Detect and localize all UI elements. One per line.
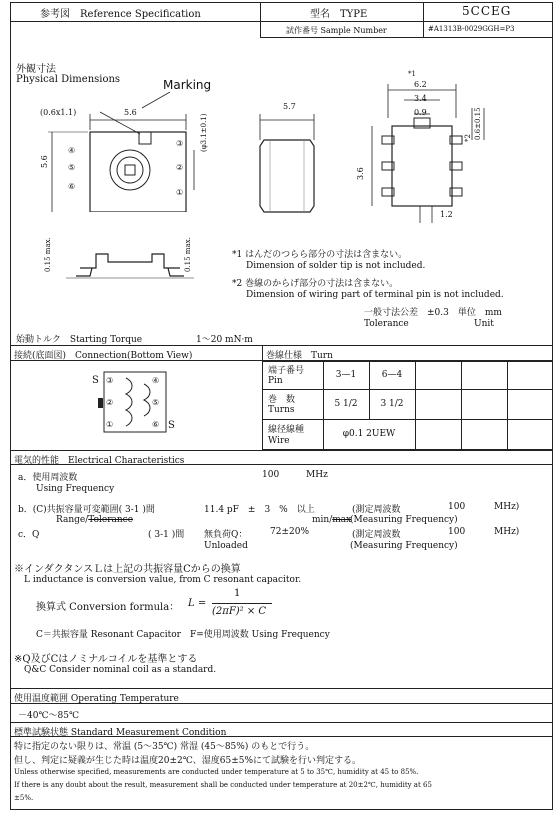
dim-62: 6.2 (414, 80, 427, 89)
divider-temperature (10, 688, 553, 689)
nominal-note-jp: ※Q及びCはノミナルコイルを基準とする (14, 654, 198, 665)
q-unloaded: Unloaded (204, 541, 248, 551)
reference-label: 参考図 Reference Specification (40, 9, 201, 20)
freq-label: a．使用周波数 (18, 473, 78, 483)
conn-pin-3: ③ (106, 376, 114, 385)
q-cond: 無負荷Q： (204, 530, 248, 540)
mark-2-side: *2 (464, 134, 472, 142)
connection-title: 接続(底面図) Connection(Bottom View) (14, 351, 193, 361)
standard-en-2: If there is any doubt about the result, measurement shall be conducted under temperature at 20±2℃, humidity at 65 (14, 781, 432, 789)
type-label: 型名 TYPE (310, 9, 368, 20)
pin-view-drawing (360, 78, 500, 228)
formula-denominator: (2πF)² × C (212, 606, 267, 617)
pin-6-label: ⑥ (68, 182, 76, 191)
turn-pin-c2: 6—4 (381, 370, 403, 380)
formula-label: 換算式 Conversion formula： (36, 602, 180, 613)
turn-row-wire-en: Wire (268, 436, 290, 446)
q-freq-jp: (測定周波数 (352, 530, 401, 540)
header-divider (10, 21, 553, 22)
cap-cond-jp: (測定周波数 (352, 505, 401, 515)
sample-number-label: 試作番号 Sample Number (286, 26, 387, 35)
turn-row-turns-en: Turns (268, 405, 295, 415)
standard-title: 標準試験状態 Standard Measurement Condition (14, 728, 227, 738)
turn-turns-c2: 3 1/2 (380, 399, 404, 409)
cap-range-en (56, 515, 133, 525)
cap-cond-value: 100 (448, 502, 466, 512)
profile-drawing (60, 240, 200, 290)
nominal-note-en: Q&C Consider nominal coil as a standard. (24, 665, 217, 675)
turn-title: 巻線仕様 Turn (266, 351, 333, 361)
header-vline-2 (423, 2, 424, 37)
pin-1-label: ① (176, 188, 184, 197)
standard-jp-1: 特に指定のない限りは、常温 (5～35℃) 常湿 (45～85%) のもとで行う。 (14, 742, 315, 752)
cap-range-unit (312, 515, 351, 525)
freq-unit: MHz (306, 470, 328, 480)
temperature-value: －40℃～85℃ (18, 711, 80, 721)
conn-pin-4: ④ (152, 376, 160, 385)
standard-en-1: Unless otherwise specified, measurements are conducted under temperature at 5 to 35℃, humidity at 45 to 85%. (14, 768, 419, 776)
turn-row-pin-en: Pin (268, 376, 283, 386)
turn-pin-c1: 3—1 (335, 370, 357, 380)
q-pins: ( 3-1 )間 (148, 530, 185, 540)
standard-en-3: ±5%. (14, 794, 34, 802)
note-1-en: Dimension of solder tip is not included. (246, 261, 426, 271)
torque-label: 始動トルク Starting Torque (16, 335, 143, 345)
dim-015max-left: 0.15 max. (44, 237, 52, 272)
max-struck: max (332, 515, 352, 525)
divider-standard (10, 722, 553, 723)
dim-06015: 0.6±0.15 (474, 107, 482, 140)
cap-cond-unit: MHz) (494, 502, 520, 512)
dim-36: 3.6 (356, 167, 365, 180)
turn-vline-3 (415, 361, 416, 450)
cap-range-label: b．(C)共振容量可変範囲( 3-1 )間 (18, 505, 155, 515)
cap-range-value: 11.4 pF ± 3 % 以上 (204, 505, 315, 515)
standard-jp-2: 但し、判定に疑義が生じた時は温度20±2℃、湿度65±5%にて試験を行い判定する。 (14, 756, 362, 766)
formula-numerator: 1 (234, 588, 241, 599)
tolerance-struck: Tolerance (88, 515, 134, 525)
formula-legend: C＝共振容量 Resonant Capacitor F=使用周波数 Using Frequency (36, 630, 330, 640)
conn-pin-6: ⑥ (152, 420, 160, 429)
turn-hline-2 (263, 419, 553, 420)
inductance-note-en: L inductance is conversion value, from C resonant capacitor. (24, 575, 302, 585)
pin-2-label: ② (176, 163, 184, 172)
conn-pin-2: ② (106, 398, 114, 407)
pin-3-label: ③ (176, 139, 184, 148)
turn-wire-value: φ0.1 2UEW (342, 429, 396, 439)
dim-34: 3.4 (414, 94, 427, 103)
side-view-drawing (250, 110, 330, 220)
turn-turns-c1: 5 1/2 (334, 399, 358, 409)
electrical-title: 電気的性能 Electrical Characteristics (14, 456, 185, 466)
conn-pin-5: ⑤ (152, 398, 160, 407)
min-text: min/ (312, 515, 333, 525)
q-value: 72±20% (270, 527, 309, 537)
note-2-en: Dimension of wiring part of terminal pin is not included. (246, 290, 504, 300)
shield-s-top: S (92, 375, 99, 386)
marking-label: Marking (163, 78, 212, 92)
range-text: Range/ (56, 515, 89, 525)
note-1-jp: *1 はんだのつらら部分の寸法は含まない。 (232, 250, 408, 260)
freq-label-en: Using Frequency (36, 484, 115, 494)
formula-lhs: L = (188, 598, 207, 609)
q-label: c．Q (18, 530, 40, 540)
turn-row-turns-jp: 巻 数 (268, 395, 296, 405)
dim-56-side: 5.6 (40, 155, 49, 168)
turn-row-pin-jp: 端子番号 (268, 366, 305, 376)
q-freq-en: (Measuring Frequency) (350, 541, 458, 551)
header-vline-1 (260, 2, 261, 37)
header-divider-2 (260, 37, 553, 38)
pin-5-label: ⑤ (68, 163, 76, 172)
type-value: 5CCEG (462, 4, 512, 18)
turn-row-wire-jp: 線径線種 (268, 425, 305, 435)
unit-en: Unit (474, 319, 494, 329)
tolerance-jp: 一般寸法公差 ±0.3 単位 mm (364, 308, 502, 318)
formula-bar (212, 603, 272, 604)
dim-06x11: (0.6x1.1) (40, 108, 77, 117)
dim-09: 0.9 (414, 108, 427, 117)
shield-s-bottom: S (168, 420, 175, 431)
inductance-note-jp: ※インダクタンスＬは上記の共振容量Cからの換算 (14, 564, 241, 575)
freq-value: 100 (262, 470, 280, 480)
cap-cond-en: (Measuring Frequency) (350, 515, 458, 525)
mark-1-top: *1 (408, 70, 416, 78)
temperature-title: 使用温度範囲 Operating Temperature (14, 694, 179, 704)
sample-number-value: #A1313B-0029GGH=P3 (428, 25, 515, 33)
torque-value: 1～20 mN·m (196, 335, 253, 345)
dim-57: 5.7 (283, 102, 296, 111)
divider-electrical (10, 450, 553, 451)
q-freq-value: 100 (448, 527, 466, 537)
tolerance-en: Tolerance (364, 319, 409, 329)
physical-title-jp: 外観寸法 (16, 64, 56, 75)
turn-hline-1 (263, 389, 553, 390)
q-freq-unit: MHz) (494, 527, 520, 537)
dim-015max-right: 0.15 max. (184, 237, 192, 272)
conn-pin-1: ① (106, 420, 114, 429)
note-2-jp: *2 巻線のからげ部分の寸法は含まない。 (232, 279, 399, 289)
turn-vline-5 (507, 361, 508, 450)
divider-connection-top (10, 345, 553, 346)
pin-4-label: ④ (68, 146, 76, 155)
dim-56-top: 5.6 (124, 108, 137, 117)
dim-phi31: (φ3.1±0.1) (200, 113, 208, 152)
physical-title-en: Physical Dimensions (16, 74, 121, 85)
turn-vline-4 (461, 361, 462, 450)
dim-12: 1.2 (440, 210, 453, 219)
